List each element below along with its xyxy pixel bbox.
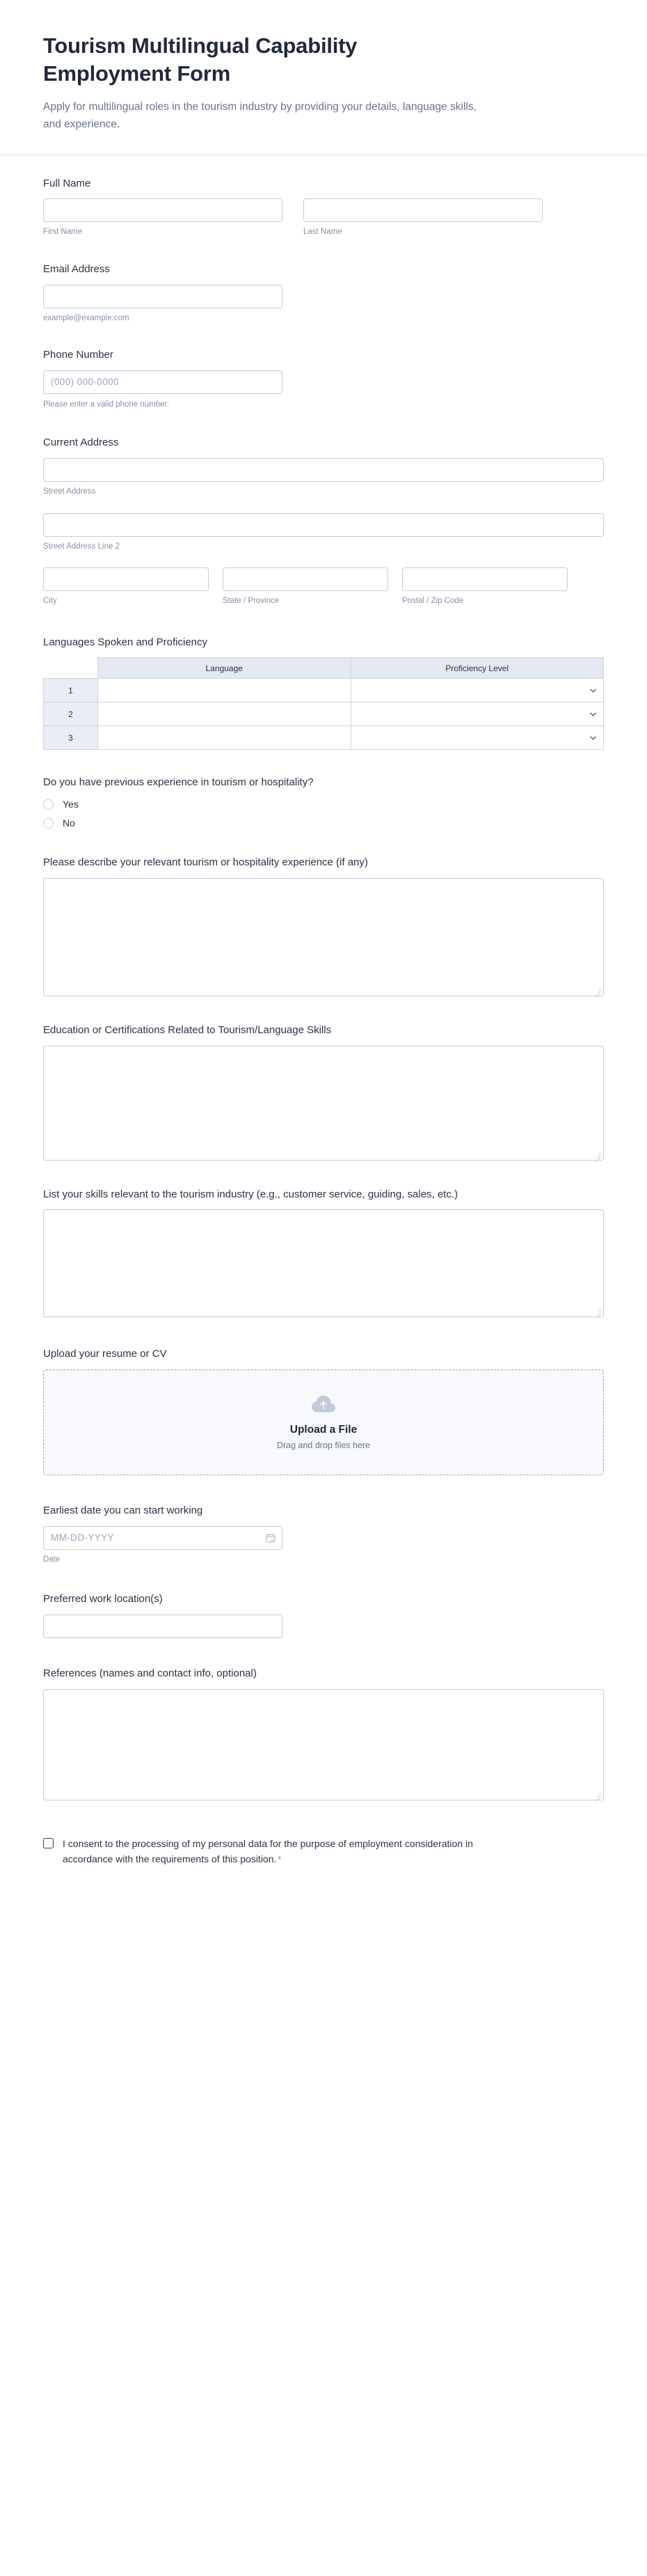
- experience-description-label: Please describe your relevant tourism or hospitality experience (if any): [43, 856, 368, 869]
- radio-circle-icon[interactable]: [43, 799, 54, 810]
- field-references: [43, 1666, 604, 1800]
- languages-table: [43, 657, 604, 750]
- skills-textarea[interactable]: [43, 1209, 604, 1317]
- table-row: [44, 726, 604, 750]
- upload-label: Upload your resume or CV: [43, 1348, 167, 1360]
- street-address-line2-sublabel: Street Address Line 2: [43, 542, 120, 551]
- first-name-group: [43, 198, 282, 238]
- consent-checkbox[interactable]: [43, 1838, 54, 1848]
- page-subtitle: Apply for multilingual roles in the tourism industry by providing your details, language skills, and experience.: [43, 101, 477, 131]
- work-location-input[interactable]: [43, 1615, 282, 1638]
- table-header-row: [44, 658, 604, 679]
- language-cell-1[interactable]: [98, 679, 351, 702]
- address-city-state-zip-row: [43, 567, 604, 607]
- resize-handle-icon[interactable]: [593, 986, 601, 994]
- previous-experience-label: Do you have previous experience in tourism or hospitality?: [43, 776, 314, 789]
- skills-label: List your skills relevant to the tourism industry (e.g., customer service, guiding, sales, etc.): [43, 1188, 458, 1200]
- references-label: References (names and contact info, optional): [43, 1667, 257, 1680]
- radio-option-no[interactable]: [43, 817, 604, 828]
- radio-label-no: No: [63, 817, 75, 829]
- email-sublabel: example@example.com: [43, 313, 129, 322]
- start-date-group: [43, 1526, 282, 1550]
- field-experience-description: [43, 855, 604, 996]
- row-index: 2: [44, 702, 98, 726]
- email-input[interactable]: [43, 285, 282, 308]
- consent-label: I consent to the processing of my personal data for the purpose of employment consideration in accordance with the requirements of this position.: [63, 1837, 473, 1864]
- street-address-input[interactable]: [43, 458, 604, 482]
- phone-input[interactable]: [43, 370, 282, 394]
- education-textarea[interactable]: [43, 1046, 604, 1161]
- field-work-location: [43, 1592, 604, 1638]
- proficiency-cell-1[interactable]: [351, 679, 604, 702]
- chevron-down-icon[interactable]: [589, 686, 597, 694]
- proficiency-cell-3[interactable]: [351, 726, 604, 750]
- street2-group: [43, 513, 604, 553]
- form-header: [0, 0, 647, 155]
- phone-hint: Please enter a valid phone number.: [43, 400, 169, 409]
- chevron-down-icon[interactable]: [589, 734, 597, 741]
- required-asterisk: *: [278, 1853, 282, 1864]
- start-date-input[interactable]: [43, 1526, 282, 1550]
- radio-label-yes: Yes: [63, 799, 79, 810]
- last-name-sublabel: Last Name: [303, 228, 342, 237]
- field-phone: [43, 347, 604, 410]
- radio-option-yes[interactable]: [43, 799, 604, 810]
- city-group: [43, 567, 209, 607]
- language-cell-2[interactable]: [98, 702, 351, 726]
- references-textarea[interactable]: [43, 1689, 604, 1800]
- email-label: Email Address: [43, 262, 110, 275]
- first-name-input[interactable]: [43, 198, 282, 222]
- field-skills: [43, 1187, 604, 1318]
- page-title: Tourism Multilingual Capability Employment Form: [43, 33, 358, 86]
- last-name-input[interactable]: [303, 198, 543, 222]
- city-input[interactable]: [43, 567, 209, 591]
- chevron-down-icon[interactable]: [589, 710, 597, 718]
- field-full-name: [43, 176, 604, 238]
- state-province-sublabel: State / Province: [223, 597, 280, 606]
- field-education: [43, 1023, 604, 1161]
- state-group: [223, 567, 388, 607]
- last-name-group: [303, 198, 543, 238]
- field-email: [43, 262, 604, 324]
- consent-text: [63, 1837, 523, 1867]
- file-dropzone[interactable]: [43, 1369, 604, 1475]
- resize-handle-icon[interactable]: [593, 1790, 601, 1798]
- table-corner-cell: [44, 658, 98, 679]
- languages-label: Languages Spoken and Proficiency: [43, 636, 208, 648]
- column-header-language: Language: [98, 658, 351, 679]
- state-province-input[interactable]: [223, 567, 388, 591]
- start-date-sublabel: Date: [43, 1555, 61, 1564]
- column-header-proficiency: Proficiency Level: [351, 658, 604, 679]
- zip-group: [402, 567, 568, 607]
- work-location-label: Preferred work location(s): [43, 1593, 163, 1605]
- city-sublabel: City: [43, 597, 57, 606]
- field-start-date: [43, 1503, 604, 1565]
- experience-description-textarea[interactable]: [43, 878, 604, 996]
- education-label: Education or Certifications Related to Tourism/Language Skills: [43, 1023, 332, 1036]
- address-label: Current Address: [43, 437, 119, 449]
- upload-title: Upload a File: [289, 1424, 358, 1436]
- phone-group: [43, 370, 282, 411]
- phone-label: Phone Number: [43, 349, 113, 361]
- previous-experience-options: [43, 799, 604, 828]
- radio-circle-icon[interactable]: [43, 818, 54, 828]
- start-date-label: Earliest date you can start working: [43, 1505, 203, 1517]
- consent-row[interactable]: [43, 1837, 523, 1867]
- postal-zip-input[interactable]: [402, 567, 568, 591]
- postal-zip-sublabel: Postal / Zip Code: [402, 597, 464, 606]
- row-index: 3: [44, 726, 98, 750]
- row-index: 1: [44, 679, 98, 702]
- work-location-group: [43, 1615, 282, 1638]
- languages-table-body: [44, 679, 604, 750]
- field-upload-resume: [43, 1346, 604, 1475]
- table-row: [44, 679, 604, 702]
- field-previous-experience: [43, 775, 604, 828]
- upload-subtitle: Drag and drop files here: [276, 1440, 371, 1451]
- table-row: [44, 702, 604, 726]
- first-name-sublabel: First Name: [43, 228, 83, 237]
- resize-handle-icon[interactable]: [593, 1150, 601, 1158]
- proficiency-cell-2[interactable]: [351, 702, 604, 726]
- field-languages: [43, 635, 604, 751]
- languages-table-head: [44, 658, 604, 679]
- resize-handle-icon[interactable]: [593, 1307, 601, 1314]
- street-address-line2-input[interactable]: [43, 513, 604, 537]
- cloud-upload-icon: [311, 1395, 336, 1417]
- form-body: [0, 155, 647, 1909]
- language-cell-3[interactable]: [98, 726, 351, 750]
- full-name-label: Full Name: [43, 177, 91, 189]
- field-current-address: [43, 435, 604, 606]
- street-address-sublabel: Street Address: [43, 487, 96, 496]
- full-name-row: [43, 198, 604, 238]
- street-group: [43, 458, 604, 498]
- email-group: [43, 285, 282, 324]
